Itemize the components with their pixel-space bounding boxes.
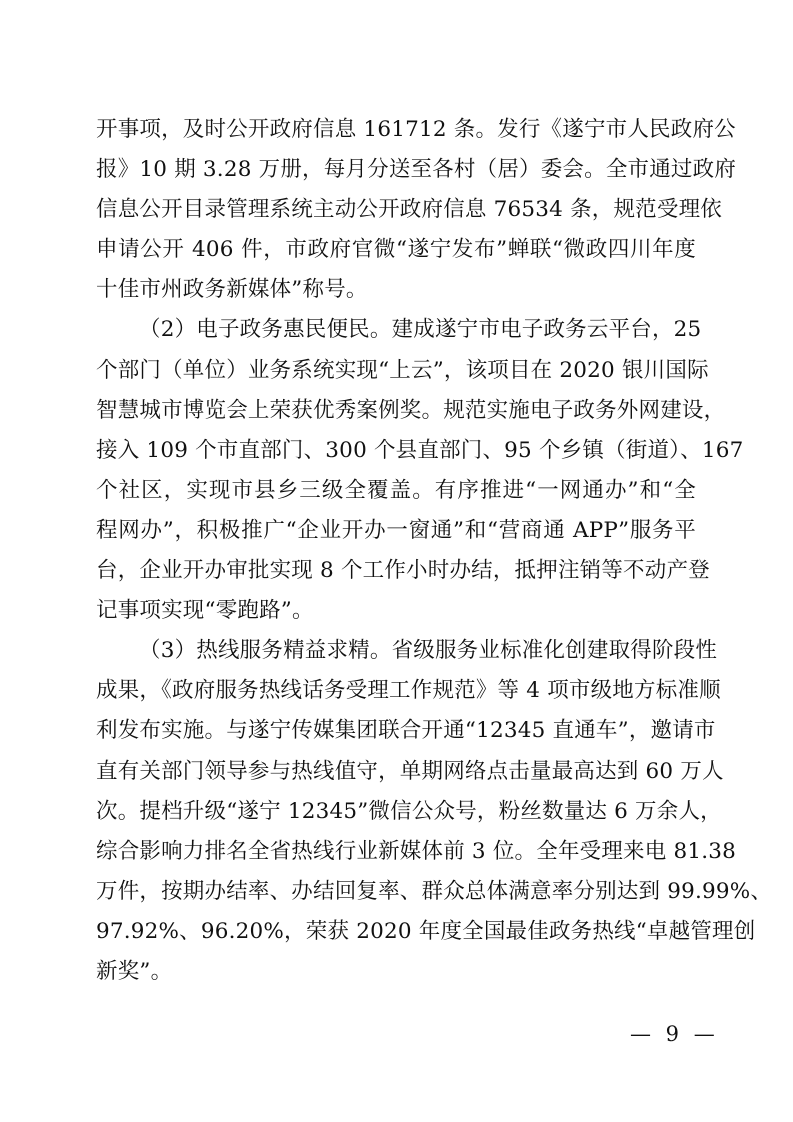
text-line: 记事项实现“零跑路”。	[96, 598, 314, 624]
text-line: 利发布实施。与遂宁传媒集团联合开通“12345 直通车”，邀请市	[96, 718, 716, 744]
text-line: 信息公开目录管理系统主动公开政府信息 76534 条，规范受理依	[96, 197, 722, 223]
text-line: 个社区，实现市县乡三级全覆盖。有序推进“一网通办”和“全	[96, 477, 696, 503]
text-line: 程网办”，积极推广“企业开办一窗通”和“营商通 APP”服务平	[96, 517, 696, 543]
text-line: 个部门（单位）业务系统实现“上云”，该项目在 2020 银川国际	[96, 357, 709, 383]
text-line: 万件，按期办结率、办结回复率、群众总体满意率分别达到 99.99%、	[96, 878, 773, 904]
text-line: 台，企业开办审批实现 8 个工作小时办结，抵押注销等不动产登	[96, 558, 710, 584]
text-line: 开事项，及时公开政府信息 161712 条。发行《遂宁市人民政府公	[96, 117, 736, 142]
body-text	[96, 110, 773, 992]
paragraph-heading-line: （2）电子政务惠民便民。建成遂宁市电子政务云平台，25	[139, 317, 702, 343]
text-line: 97.92%、96.20%，荣获 2020 年度全国最佳政务热线“卓越管理创	[96, 918, 756, 944]
text-line: 直有关部门领导参与热线值守，单期网络点击量最高达到 60 万人	[96, 758, 724, 784]
paragraph-heading-line: （3）热线服务精益求精。省级服务业标准化创建取得阶段性	[139, 638, 718, 664]
text-line: 十佳市州政务新媒体”称号。	[96, 277, 368, 303]
text-line: 成果，《政府服务热线话务受理工作规范》等 4 项市级地方标准顺	[96, 678, 721, 704]
text-line: 接入 109 个市直部门、300 个县直部门、95 个乡镇（街道）、167	[96, 437, 744, 463]
text-line: 申请公开 406 件，市政府官微“遂宁发布”蝉联“微政四川年度	[96, 237, 696, 263]
text-line: 智慧城市博览会上荣获优秀案例奖。规范实施电子政务外网建设，	[96, 397, 726, 423]
text-line: 新奖”。	[96, 958, 173, 984]
text-line: 报》10 期 3.28 万册，每月分送至各村（居）委会。全市通过政府	[96, 157, 737, 183]
text-line: 综合影响力排名全省热线行业新媒体前 3 位。全年受理来电 81.38	[96, 838, 737, 864]
text-line: 次。提档升级“遂宁 12345”微信公众号，粉丝数量达 6 万余人，	[96, 798, 722, 824]
page-number: — 9 —	[630, 1022, 719, 1046]
